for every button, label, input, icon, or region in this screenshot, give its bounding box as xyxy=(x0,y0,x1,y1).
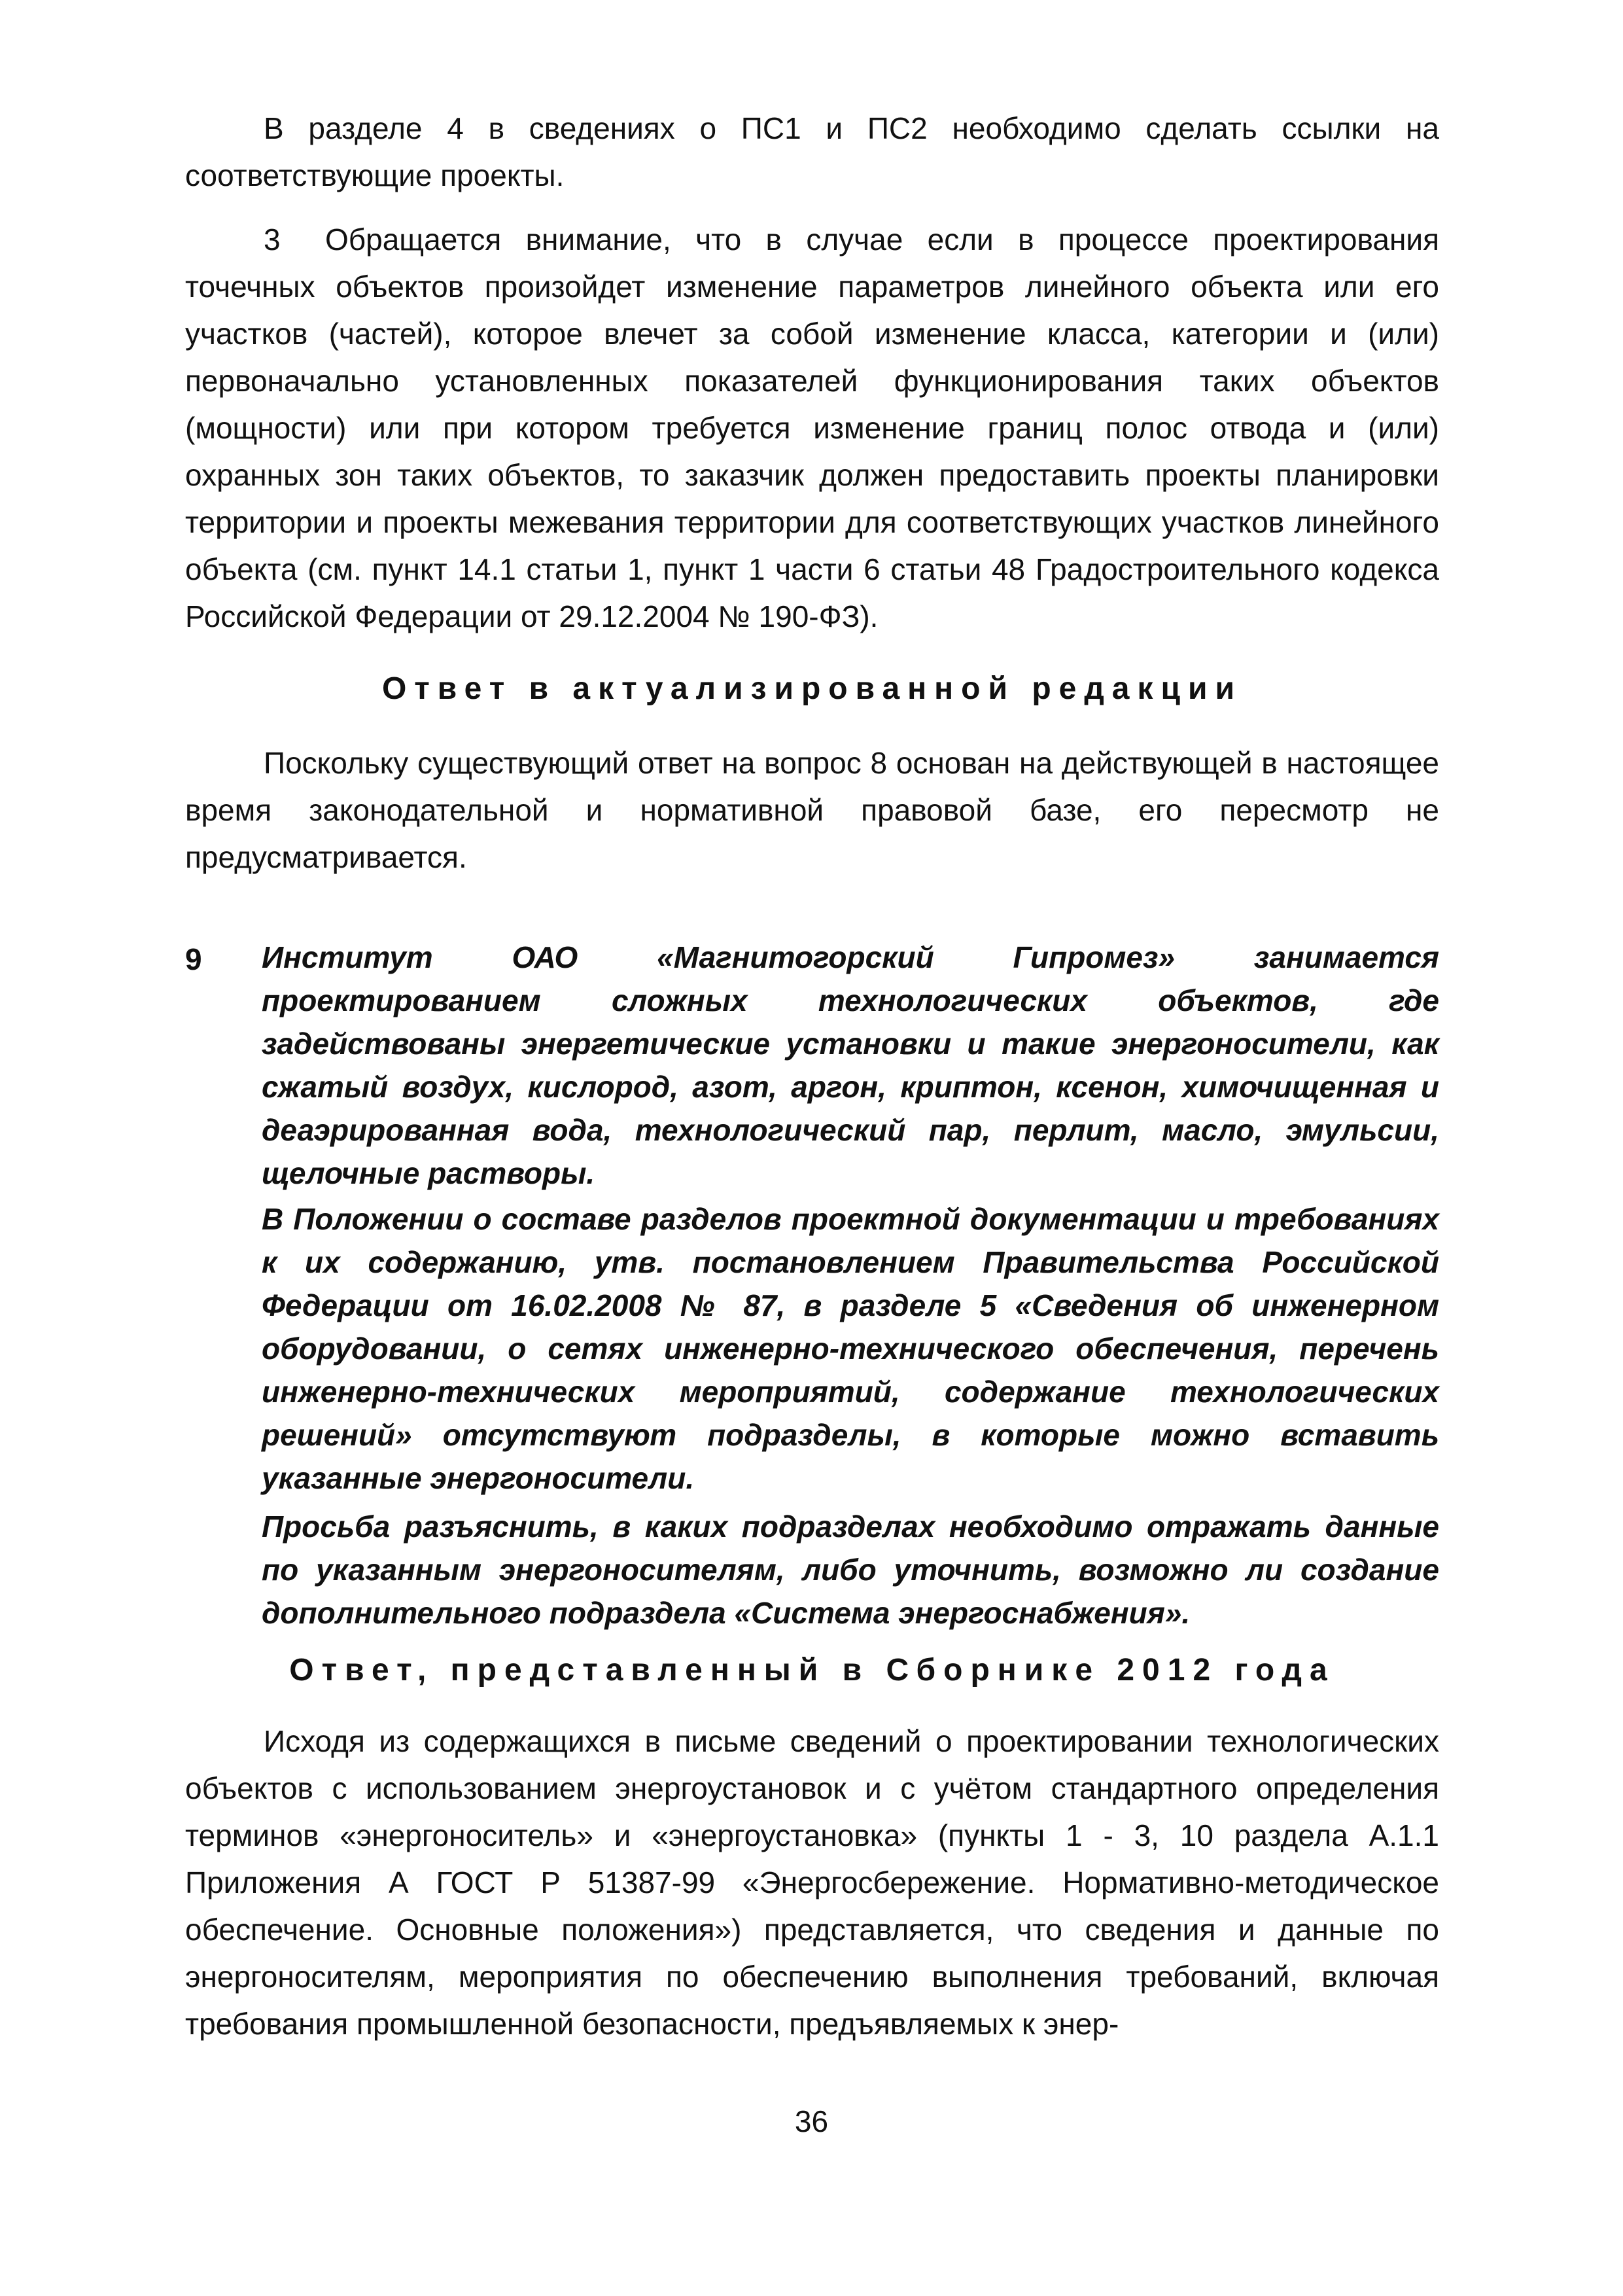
question-9-paragraph-2: В Положении о составе разделов проектной документации и требованиях к их содержанию, утв. постановлением Правительства Российской Федерации от 16.02.2008 № 87, в разделе 5 «Сведения об инженерном оборудовании, о сетях инженерно-технического обеспечения, перечень инженерно-технических мероприятий, содержание технологических решений» отсутствуют подразделы, в которые можно вставить указанные энергоносители. xyxy=(262,1202,1439,1495)
question-9-paragraph-1: Институт ОАО «Магнитогорский Гипромез» занимается проектированием сложных технологических объектов, где задействованы энергетические установки и такие энергоносители, как сжатый воздух, кислород, азот, аргон, криптон, ксенон, химочищенная и деаэрированная вода, технологический пар, перлит, масло, эмульсии, щелочные растворы. xyxy=(262,940,1439,1190)
paragraph-references: В разделе 4 в сведениях о ПС1 и ПС2 необходимо сделать ссылки на соответствующие проекты. xyxy=(185,111,1439,192)
section-heading-2012: Ответ, представленный в Сборнике 2012 года xyxy=(289,1653,1335,1687)
question-number: 9 xyxy=(185,942,202,976)
paragraph-updated-answer: Поскольку существующий ответ на вопрос 8 основан на действующей в настоящее время законодательной и нормативной правовой базе, его пересмотр не предусматривается. xyxy=(185,746,1439,874)
paragraph-item-3 xyxy=(185,216,1439,640)
page-number: 36 xyxy=(794,2104,829,2138)
item-3-text: Обращается внимание, что в случае если в процессе проектирования точечных объектов произойдет изменение параметров линейного объекта или его участков (частей), которое влечет за собой изменение класса, категории и (или) первоначально установленных показателей функционирования таких объектов (мощности) или при котором требуется изменение границ полос отвода и (или) охранных зон таких объектов, то заказчик должен предоставить проекты планировки территории и проекты межевания территории для соответствующих участков линейного объекта (см. пункт 14.1 статьи 1, пункт 1 части 6 статьи 48 Градостроительного кодекса Российской Федерации от 29.12.2004 № 190-ФЗ). xyxy=(185,222,1439,633)
section-heading-updated: Ответ в актуализированной редакции xyxy=(381,671,1243,706)
item-number: 3 xyxy=(264,222,281,256)
question-9-paragraph-3: Просьба разъяснить, в каких подразделах необходимо отражать данные по указанным энергоносителям, либо уточнить, возможно ли создание дополнительного подраздела «Система энергоснабжения». xyxy=(262,1510,1439,1630)
paragraph-2012-answer: Исходя из содержащихся в письме сведений о проектировании технологических объектов с использованием энергоустановок и с учётом стандартного определения терминов «энергоноситель» и «энергоустановка» (пункты 1 - 3, 10 раздела А.1.1 Приложения А ГОСТ Р 51387-99 «Энергосбережение. Нормативно-методическое обеспечение. Основные положения») представляется, что сведения и данные по энергоносителям, мероприятия по обеспечению выполнения требований, включая требования промышленной безопасности, предъявляемых к энер- xyxy=(185,1724,1439,2041)
